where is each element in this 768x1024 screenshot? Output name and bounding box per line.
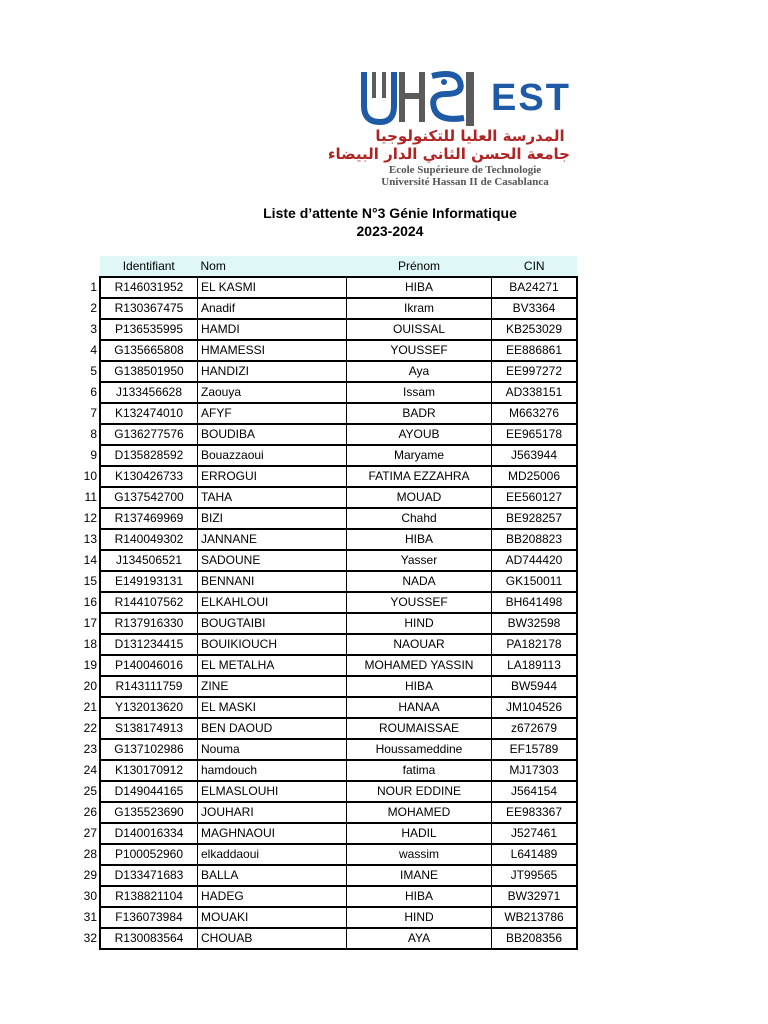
cell-cin: AD744420 — [492, 550, 578, 571]
cell-nom: ERROGUI — [198, 466, 347, 487]
table-row — [78, 634, 577, 655]
cell-nom: Zaouya — [198, 382, 347, 403]
cell-identifiant: R130367475 — [100, 298, 198, 319]
cell-prenom: Aya — [347, 361, 492, 382]
cell-cin: AD338151 — [492, 382, 578, 403]
logo-arabic-school: المدرسة العليا للتكنولوجيا — [375, 127, 565, 145]
cell-identifiant: D149044165 — [100, 781, 198, 802]
cell-identifiant: K132474010 — [100, 403, 198, 424]
cell-nom: BIZI — [198, 508, 347, 529]
cell-nom: MOUAKI — [198, 907, 347, 928]
cell-nom: BALLA — [198, 865, 347, 886]
cell-prenom: OUISSAL — [347, 319, 492, 340]
cell-nom: Anadif — [198, 298, 347, 319]
cell-prenom: MOHAMED YASSIN — [347, 655, 492, 676]
cell-prenom: HIBA — [347, 886, 492, 907]
cell-prenom: BADR — [347, 403, 492, 424]
cell-nom: MAGHNAOUI — [198, 823, 347, 844]
cell-identifiant: F136073984 — [100, 907, 198, 928]
logo-divider — [466, 72, 474, 126]
cell-cin: JM104526 — [492, 697, 578, 718]
row-number: 22 — [83, 721, 97, 735]
cell-prenom: HIBA — [347, 676, 492, 697]
cell-prenom: wassim — [347, 844, 492, 865]
cell-prenom: NOUR EDDINE — [347, 781, 492, 802]
cell-identifiant: Y132013620 — [100, 697, 198, 718]
cell-identifiant: R143111759 — [100, 676, 198, 697]
cell-nom: BOUDIBA — [198, 424, 347, 445]
logo-arabic-university: جامعة الحسن الثاني الدار البيضاء — [327, 145, 570, 163]
cell-identifiant: D131234415 — [100, 634, 198, 655]
cell-nom: HMAMESSI — [198, 340, 347, 361]
cell-identifiant: P140046016 — [100, 655, 198, 676]
table-row — [78, 298, 577, 319]
cell-nom: ZINE — [198, 676, 347, 697]
cell-prenom: HADIL — [347, 823, 492, 844]
cell-prenom: MOUAD — [347, 487, 492, 508]
cell-identifiant: G135665808 — [100, 340, 198, 361]
row-number: 30 — [83, 889, 97, 903]
row-number: 17 — [83, 616, 97, 630]
table-row — [78, 655, 577, 676]
cell-identifiant: R130083564 — [100, 928, 198, 949]
cell-nom: BOUIKIOUCH — [198, 634, 347, 655]
cell-cin: J563944 — [492, 445, 578, 466]
table-row — [78, 466, 577, 487]
cell-prenom: YOUSSEF — [347, 592, 492, 613]
cell-cin: EE886861 — [492, 340, 578, 361]
row-number: 6 — [90, 385, 97, 399]
cell-nom: JOUHARI — [198, 802, 347, 823]
cell-identifiant: K130426733 — [100, 466, 198, 487]
table-row — [78, 361, 577, 382]
academic-year: 2023-2024 — [356, 223, 424, 239]
cell-identifiant: R138821104 — [100, 886, 198, 907]
table-row — [78, 739, 577, 760]
cell-cin: PA182178 — [492, 634, 578, 655]
row-number: 32 — [83, 931, 97, 945]
document-title: Liste d’attente N°3 Génie Informatique — [263, 205, 517, 221]
cell-nom: CHOUAB — [198, 928, 347, 949]
row-number: 5 — [90, 364, 97, 378]
cell-prenom: HIBA — [347, 277, 492, 298]
row-number: 13 — [83, 532, 97, 546]
table-row — [78, 928, 577, 949]
cell-cin: BB208823 — [492, 529, 578, 550]
row-number: 28 — [83, 847, 97, 861]
cell-nom: Nouma — [198, 739, 347, 760]
cell-identifiant: P100052960 — [100, 844, 198, 865]
cell-nom: HADEG — [198, 886, 347, 907]
cell-nom: EL METALHA — [198, 655, 347, 676]
cell-prenom: Chahd — [347, 508, 492, 529]
table-row — [78, 277, 577, 298]
cell-cin: L641489 — [492, 844, 578, 865]
cell-identifiant: D140016334 — [100, 823, 198, 844]
table-row — [78, 382, 577, 403]
row-number: 16 — [83, 595, 97, 609]
cell-cin: EE965178 — [492, 424, 578, 445]
table-row — [78, 697, 577, 718]
waiting-list-table-container — [78, 256, 578, 950]
cell-cin: EF15789 — [492, 739, 578, 760]
cell-identifiant: R137469969 — [100, 508, 198, 529]
cell-prenom: Houssameddine — [347, 739, 492, 760]
table-row — [78, 550, 577, 571]
university-hassan-ii-logo-icon — [360, 68, 476, 126]
cell-prenom: AYA — [347, 928, 492, 949]
row-number: 11 — [84, 490, 97, 504]
row-number: 2 — [90, 301, 97, 315]
cell-nom: HANDIZI — [198, 361, 347, 382]
cell-cin: BV3364 — [492, 298, 578, 319]
table-row — [78, 319, 577, 340]
cell-prenom: NADA — [347, 571, 492, 592]
table-row — [78, 403, 577, 424]
cell-nom: ELMASLOUHI — [198, 781, 347, 802]
cell-prenom: HIND — [347, 907, 492, 928]
cell-identifiant: R140049302 — [100, 529, 198, 550]
row-number: 25 — [83, 784, 97, 798]
cell-cin: BW32971 — [492, 886, 578, 907]
cell-nom: hamdouch — [198, 760, 347, 781]
table-row — [78, 865, 577, 886]
cell-identifiant: D133471683 — [100, 865, 198, 886]
row-number: 15 — [83, 574, 97, 588]
header-identifiant: Identifiant — [100, 256, 198, 277]
row-number: 23 — [83, 742, 97, 756]
cell-prenom: Yasser — [347, 550, 492, 571]
header-prenom: Prénom — [347, 256, 492, 277]
cell-prenom: Issam — [347, 382, 492, 403]
row-number: 26 — [83, 805, 97, 819]
row-number: 18 — [83, 637, 97, 651]
cell-cin: BE928257 — [492, 508, 578, 529]
cell-prenom: HANAA — [347, 697, 492, 718]
cell-nom: EL MASKI — [198, 697, 347, 718]
cell-identifiant: S138174913 — [100, 718, 198, 739]
row-number: 12 — [83, 511, 97, 525]
header-number — [78, 256, 100, 277]
cell-identifiant: G138501950 — [100, 361, 198, 382]
row-number: 8 — [90, 427, 97, 441]
table-body — [78, 277, 577, 949]
cell-cin: M663276 — [492, 403, 578, 424]
cell-prenom: Maryame — [347, 445, 492, 466]
row-number: 19 — [83, 658, 97, 672]
cell-prenom: AYOUB — [347, 424, 492, 445]
cell-nom: HAMDI — [198, 319, 347, 340]
cell-cin: JT99565 — [492, 865, 578, 886]
cell-cin: BA24271 — [492, 277, 578, 298]
cell-identifiant: G137542700 — [100, 487, 198, 508]
cell-prenom: Ikram — [347, 298, 492, 319]
cell-identifiant: G135523690 — [100, 802, 198, 823]
cell-cin: z672679 — [492, 718, 578, 739]
cell-prenom: ROUMAISSAE — [347, 718, 492, 739]
cell-cin: EE997272 — [492, 361, 578, 382]
table-row — [78, 907, 577, 928]
row-number: 21 — [83, 700, 97, 714]
row-number: 24 — [83, 763, 97, 777]
cell-nom: BEN DAOUD — [198, 718, 347, 739]
table-row — [78, 781, 577, 802]
cell-nom: ELKAHLOUI — [198, 592, 347, 613]
cell-prenom: fatima — [347, 760, 492, 781]
cell-cin: J564154 — [492, 781, 578, 802]
cell-cin: J527461 — [492, 823, 578, 844]
table-row — [78, 802, 577, 823]
table-row — [78, 718, 577, 739]
cell-identifiant: J134506521 — [100, 550, 198, 571]
cell-identifiant: K130170912 — [100, 760, 198, 781]
table-row — [78, 676, 577, 697]
table-row — [78, 760, 577, 781]
cell-identifiant: G136277576 — [100, 424, 198, 445]
cell-prenom: FATIMA EZZAHRA — [347, 466, 492, 487]
cell-cin: LA189113 — [492, 655, 578, 676]
table-row — [78, 571, 577, 592]
row-number: 31 — [83, 910, 97, 924]
cell-cin: BW32598 — [492, 613, 578, 634]
table-row — [78, 592, 577, 613]
cell-nom: SADOUNE — [198, 550, 347, 571]
cell-prenom: NAOUAR — [347, 634, 492, 655]
logo-french-school: Ecole Supérieure de Technologie — [388, 164, 542, 176]
cell-prenom: MOHAMED — [347, 802, 492, 823]
logo-french-university: Université Hassan II de Casablanca — [381, 176, 549, 188]
row-number: 1 — [90, 280, 97, 294]
row-number: 4 — [90, 343, 97, 357]
row-number: 20 — [83, 679, 97, 693]
table-row — [78, 508, 577, 529]
cell-nom: Bouazzaoui — [198, 445, 347, 466]
cell-nom: TAHA — [198, 487, 347, 508]
header-cin: CIN — [492, 256, 578, 277]
cell-identifiant: E149193131 — [100, 571, 198, 592]
cell-identifiant: R146031952 — [100, 277, 198, 298]
table-row — [78, 823, 577, 844]
cell-cin: KB253029 — [492, 319, 578, 340]
cell-cin: BW5944 — [492, 676, 578, 697]
cell-nom: BENNANI — [198, 571, 347, 592]
row-number: 3 — [90, 322, 97, 336]
cell-cin: BH641498 — [492, 592, 578, 613]
cell-identifiant: P136535995 — [100, 319, 198, 340]
cell-identifiant: R137916330 — [100, 613, 198, 634]
waiting-list-table — [78, 256, 578, 950]
cell-cin: MD25006 — [492, 466, 578, 487]
cell-identifiant: D135828592 — [100, 445, 198, 466]
cell-cin: EE983367 — [492, 802, 578, 823]
row-number: 14 — [83, 553, 97, 567]
cell-identifiant: J133456628 — [100, 382, 198, 403]
cell-prenom: IMANE — [347, 865, 492, 886]
cell-cin: WB213786 — [492, 907, 578, 928]
table-row — [78, 487, 577, 508]
row-number: 27 — [83, 826, 97, 840]
cell-cin: GK150011 — [492, 571, 578, 592]
cell-prenom: HIND — [347, 613, 492, 634]
table-row — [78, 844, 577, 865]
table-row — [78, 340, 577, 361]
cell-nom: BOUGTAIBI — [198, 613, 347, 634]
cell-identifiant: R144107562 — [100, 592, 198, 613]
cell-identifiant: G137102986 — [100, 739, 198, 760]
cell-nom: JANNANE — [198, 529, 347, 550]
table-header-row — [78, 256, 577, 277]
table-row — [78, 424, 577, 445]
cell-prenom: YOUSSEF — [347, 340, 492, 361]
cell-prenom: HIBA — [347, 529, 492, 550]
table-row — [78, 445, 577, 466]
table-row — [78, 529, 577, 550]
row-number: 10 — [83, 469, 97, 483]
row-number: 9 — [90, 448, 97, 462]
cell-cin: BB208356 — [492, 928, 578, 949]
logo-acronym: EST — [491, 77, 571, 119]
cell-cin: MJ17303 — [492, 760, 578, 781]
table-row — [78, 613, 577, 634]
table-row — [78, 886, 577, 907]
cell-nom: EL KASMI — [198, 277, 347, 298]
header-nom: Nom — [198, 256, 347, 277]
cell-nom: elkaddaoui — [198, 844, 347, 865]
row-number: 7 — [90, 406, 97, 420]
cell-nom: AFYF — [198, 403, 347, 424]
cell-cin: EE560127 — [492, 487, 578, 508]
row-number: 29 — [83, 868, 97, 882]
